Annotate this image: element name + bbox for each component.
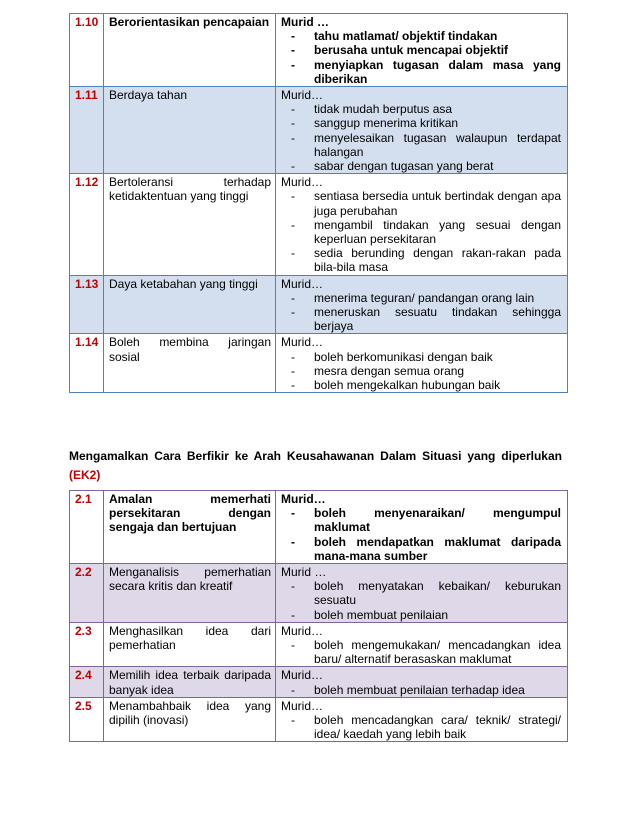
row-number: 2.5 bbox=[70, 697, 104, 742]
list-item: - boleh menyatakan kebaikan/ keburukan sesuatu bbox=[281, 579, 561, 607]
row-intro: Murid… bbox=[281, 668, 324, 683]
table-row bbox=[70, 564, 568, 623]
list-item: - sabar dengan tugasan yang berat bbox=[281, 159, 561, 173]
table-row bbox=[70, 14, 568, 87]
row-description bbox=[276, 275, 568, 334]
row-item: Menghasilkan idea dari pemerhatian bbox=[104, 622, 276, 667]
section-code: (EK2) bbox=[69, 468, 101, 482]
row-description bbox=[276, 491, 568, 564]
table-row bbox=[70, 87, 568, 174]
row-intro: Murid… bbox=[281, 492, 326, 506]
table-row bbox=[70, 275, 568, 334]
table-values-2 bbox=[69, 490, 568, 742]
row-intro: Murid… bbox=[281, 175, 324, 190]
row-intro: Murid… bbox=[281, 335, 324, 350]
row-number: 2.3 bbox=[70, 622, 104, 667]
row-item: Memilih idea terbaik daripada banyak idea bbox=[104, 667, 276, 697]
row-description bbox=[276, 87, 568, 174]
list-item: - meneruskan sesuatu tindakan sehingga berjaya bbox=[281, 305, 561, 333]
row-description bbox=[276, 174, 568, 275]
table-row bbox=[70, 174, 568, 275]
list-item: - menyiapkan tugasan dalam masa yang diberikan bbox=[281, 58, 561, 86]
row-intro: Murid… bbox=[281, 276, 324, 291]
table-values-1 bbox=[69, 13, 568, 393]
table-row bbox=[70, 491, 568, 564]
list-item: - boleh berkomunikasi dengan baik bbox=[281, 350, 561, 364]
list-item: - tahu matlamat/ objektif tindakan bbox=[281, 29, 561, 43]
row-number: 1.13 bbox=[70, 275, 104, 334]
list-item: - mengambil tindakan yang sesuai dengan keperluan persekitaran bbox=[281, 218, 561, 246]
row-item: Daya ketabahan yang tinggi bbox=[104, 275, 276, 334]
table-row bbox=[70, 697, 568, 742]
list-item: - sentiasa bersedia untuk bertindak dengan apa juga perubahan bbox=[281, 189, 561, 217]
row-number: 2.2 bbox=[70, 564, 104, 623]
row-description bbox=[276, 667, 568, 697]
row-intro: Murid … bbox=[281, 15, 329, 29]
list-item: - mesra dengan semua orang bbox=[281, 364, 561, 378]
row-number: 1.14 bbox=[70, 334, 104, 393]
row-intro: Murid … bbox=[281, 565, 327, 580]
list-item: - boleh mendapatkan maklumat daripada mana-mana sumber bbox=[281, 535, 561, 563]
table-row bbox=[70, 667, 568, 697]
row-description bbox=[276, 697, 568, 742]
table-row bbox=[70, 622, 568, 667]
row-number: 2.4 bbox=[70, 667, 104, 697]
list-item: - boleh mengekalkan hubungan baik bbox=[281, 378, 561, 392]
row-item: Boleh membina jaringan sosial bbox=[104, 334, 276, 393]
list-item: - boleh membuat penilaian terhadap idea bbox=[281, 683, 561, 697]
row-number: 1.12 bbox=[70, 174, 104, 275]
list-item: - boleh mengemukakan/ mencadangkan idea baru/ alternatif berasaskan maklumat bbox=[281, 638, 561, 666]
row-number: 1.11 bbox=[70, 87, 104, 174]
section-heading bbox=[69, 447, 562, 485]
row-item: Bertoleransi terhadap ketidaktentuan yang tinggi bbox=[104, 174, 276, 275]
list-item: - boleh membuat penilaian bbox=[281, 608, 561, 622]
row-description bbox=[276, 564, 568, 623]
list-item: - boleh menyenaraikan/ mengumpul maklumat bbox=[281, 506, 561, 534]
row-item: Menganalisis pemerhatian secara kritis dan kreatif bbox=[104, 564, 276, 623]
list-item: - boleh mencadangkan cara/ teknik/ strategi/ idea/ kaedah yang lebih baik bbox=[281, 713, 561, 741]
section-title: Mengamalkan Cara Berfikir ke Arah Keusahawanan Dalam Situasi yang diperlukan bbox=[69, 449, 562, 463]
list-item: - sanggup menerima kritikan bbox=[281, 116, 561, 130]
table-row bbox=[70, 334, 568, 393]
list-item: - berusaha untuk mencapai objektif bbox=[281, 43, 561, 57]
row-item: Menambahbaik idea yang dipilih (inovasi) bbox=[104, 697, 276, 742]
row-number: 1.10 bbox=[70, 14, 104, 87]
row-item: Berdaya tahan bbox=[104, 87, 276, 174]
row-description bbox=[276, 14, 568, 87]
row-item: Amalan memerhati persekitaran dengan sengaja dan bertujuan bbox=[104, 491, 276, 564]
row-intro: Murid… bbox=[281, 623, 324, 638]
row-description bbox=[276, 622, 568, 667]
row-description bbox=[276, 334, 568, 393]
row-number: 2.1 bbox=[70, 491, 104, 564]
list-item: - menerima teguran/ pandangan orang lain bbox=[281, 291, 561, 305]
row-intro: Murid… bbox=[281, 698, 324, 713]
list-item: - menyelesaikan tugasan walaupun terdapat halangan bbox=[281, 131, 561, 159]
row-item: Berorientasikan pencapaian bbox=[104, 14, 276, 87]
list-item: - tidak mudah berputus asa bbox=[281, 102, 561, 116]
row-intro: Murid… bbox=[281, 88, 324, 103]
list-item: - sedia berunding dengan rakan-rakan pada bila-bila masa bbox=[281, 246, 561, 274]
